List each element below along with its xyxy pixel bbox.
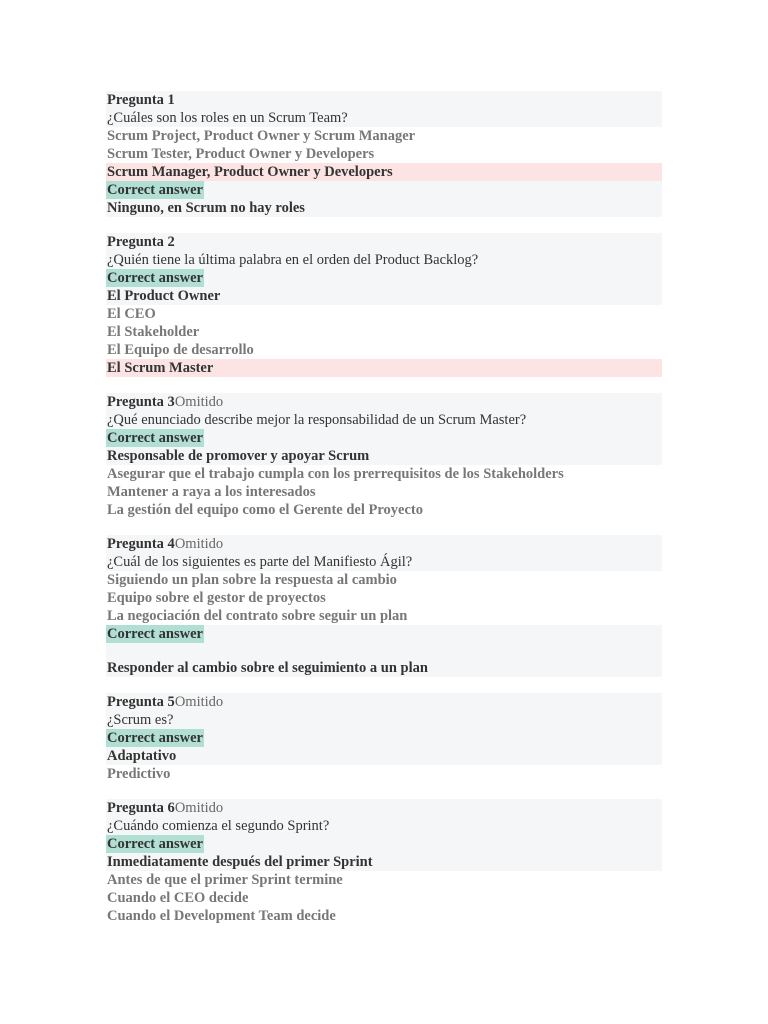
answer-option: Scrum Project, Product Owner y Scrum Manager	[107, 128, 416, 144]
answer-option-correct: Inmediatamente después del primer Sprint	[106, 853, 662, 871]
answer-option: Asegurar que el trabajo cumpla con los prerrequisitos de los Stakeholders	[107, 466, 564, 482]
question-text: ¿Cuáles son los roles en un Scrum Team?	[107, 110, 348, 126]
answer-option: Mantener a raya a los interesados	[107, 484, 316, 500]
answer-option: El Equipo de desarrollo	[107, 342, 254, 358]
question-title: Pregunta 1	[107, 92, 175, 108]
question-1	[106, 91, 662, 217]
correct-answer-label: Correct answer	[107, 430, 203, 446]
question-2	[106, 233, 662, 377]
question-title: Pregunta 2	[107, 234, 175, 250]
answer-option: El CEO	[107, 306, 156, 322]
answer-option: Scrum Tester, Product Owner y Developers	[107, 146, 375, 162]
quiz-results	[106, 91, 662, 925]
question-6	[106, 799, 662, 925]
question-text: ¿Cuál de los siguientes es parte del Manifiesto Ágil?	[107, 554, 413, 570]
answer-option-correct: Adaptativo	[106, 747, 662, 765]
answer-option: La gestión del equipo como el Gerente del Proyecto	[107, 502, 423, 518]
question-title: Pregunta 4	[107, 536, 175, 552]
question-status: Omitido	[174, 536, 224, 552]
question-status: Omitido	[174, 800, 224, 816]
question-header	[106, 535, 662, 571]
correct-answer-label: Correct answer	[107, 730, 203, 746]
question-3	[106, 393, 662, 519]
correct-answer-label: Correct answer	[107, 626, 203, 642]
answer-option: Equipo sobre el gestor de proyectos	[107, 590, 326, 606]
question-text: ¿Cuándo comienza el segundo Sprint?	[107, 818, 330, 834]
question-status: Omitido	[174, 394, 224, 410]
question-title: Pregunta 5	[107, 694, 175, 710]
correct-answer-row	[106, 181, 662, 199]
question-header	[106, 693, 662, 729]
question-header	[106, 799, 662, 835]
answer-option-selected-wrong: El Scrum Master	[106, 359, 662, 377]
correct-answer-label: Correct answer	[107, 182, 203, 198]
answer-option: El Stakeholder	[107, 324, 200, 340]
answer-option: Siguiendo un plan sobre la respuesta al cambio	[107, 572, 397, 588]
answer-option-selected-wrong: Scrum Manager, Product Owner y Developers	[106, 163, 662, 181]
question-text: ¿Quién tiene la última palabra en el orden del Product Backlog?	[107, 252, 479, 268]
correct-answer-row	[106, 625, 662, 659]
answer-option: La negociación del contrato sobre seguir un plan	[107, 608, 408, 624]
answer-option: Antes de que el primer Sprint termine	[107, 872, 343, 888]
answer-option: Cuando el Development Team decide	[107, 908, 336, 924]
question-text: ¿Qué enunciado describe mejor la responsabilidad de un Scrum Master?	[107, 412, 527, 428]
question-title: Pregunta 6	[107, 800, 175, 816]
question-5	[106, 693, 662, 783]
correct-answer-row	[106, 729, 662, 747]
answer-option-correct: Responsable de promover y apoyar Scrum	[106, 447, 662, 465]
answer-option: Cuando el CEO decide	[107, 890, 249, 906]
answer-option-correct: El Product Owner	[106, 287, 662, 305]
answer-option: Predictivo	[107, 766, 171, 782]
question-text: ¿Scrum es?	[107, 712, 174, 728]
question-header	[106, 393, 662, 429]
answer-option-correct: Ninguno, en Scrum no hay roles	[106, 199, 662, 217]
answer-option-correct: Responder al cambio sobre el seguimiento a un plan	[106, 659, 662, 677]
correct-answer-label: Correct answer	[107, 836, 203, 852]
correct-answer-row	[106, 269, 662, 287]
correct-answer-row	[106, 429, 662, 447]
question-title: Pregunta 3	[107, 394, 175, 410]
question-status: Omitido	[174, 694, 224, 710]
question-header	[106, 91, 662, 127]
correct-answer-row	[106, 835, 662, 853]
question-header	[106, 233, 662, 269]
correct-answer-label: Correct answer	[107, 270, 203, 286]
question-4	[106, 535, 662, 677]
